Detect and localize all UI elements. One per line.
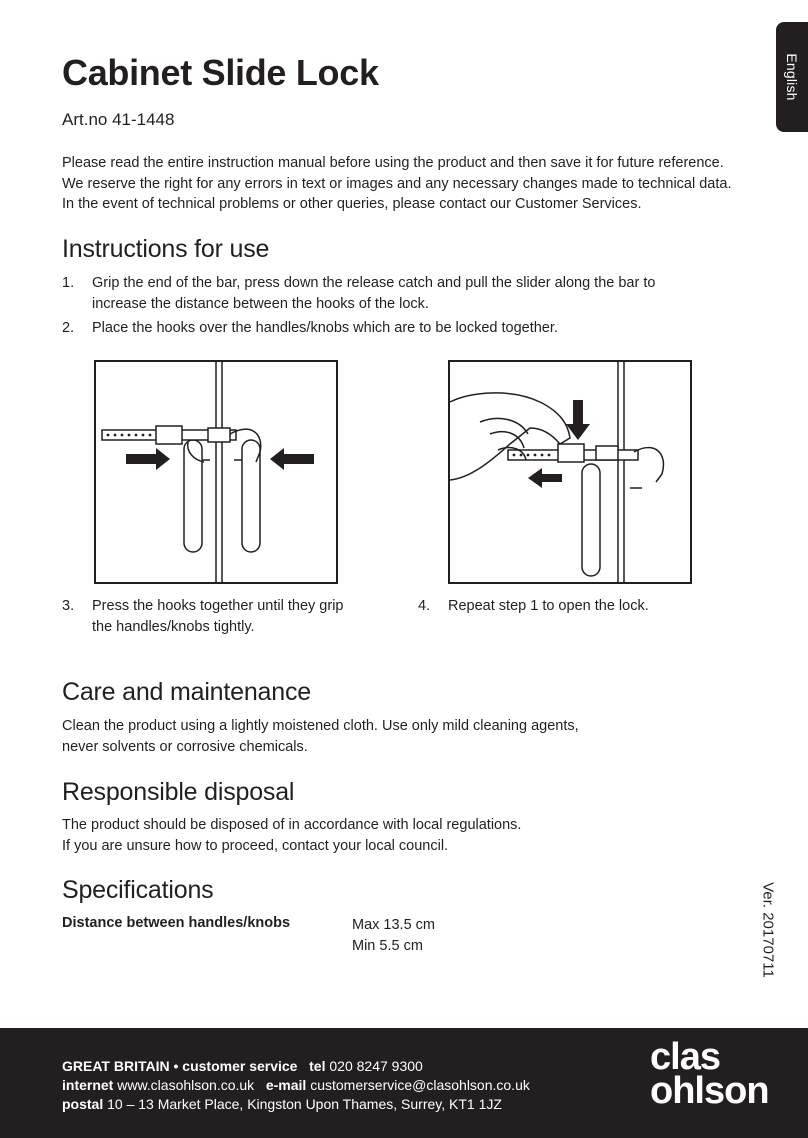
footer-bullet: • <box>173 1058 179 1074</box>
footer-email-label: e-mail <box>265 1077 307 1093</box>
article-number: Art.no 41-1448 <box>62 110 175 129</box>
care-text <box>62 716 579 758</box>
version-label: Ver. 20170711 <box>759 882 777 978</box>
step-4 <box>418 596 748 618</box>
footer-postal-label: postal <box>62 1096 104 1112</box>
language-tab <box>776 22 808 132</box>
spec-values <box>352 915 435 956</box>
disposal-text <box>62 815 521 857</box>
care-line: never solvents or corrosive chemicals. <box>62 739 308 755</box>
logo-line: ohlson <box>650 1070 769 1112</box>
hand-release-illustration <box>450 362 690 582</box>
step-3 <box>62 596 392 638</box>
lock-illustration <box>96 362 336 582</box>
care-heading: Care and maintenance <box>62 678 311 706</box>
figure-step-3 <box>94 360 338 584</box>
intro-line: In the event of technical problems or other queries, please contact our Customer Services. <box>62 196 642 212</box>
spec-value: Max 13.5 cm <box>352 917 435 933</box>
step-text: Place the hooks over the handles/knobs which are to be locked together. <box>92 320 558 336</box>
specifications-heading: Specifications <box>62 876 214 904</box>
clas-ohlson-logo <box>650 1036 769 1112</box>
footer-cs-label: customer service <box>182 1058 298 1074</box>
spec-label: Distance between handles/knobs <box>62 915 291 931</box>
footer-line-3 <box>62 1096 502 1112</box>
footer-tel-label: tel <box>309 1058 326 1074</box>
step-2 <box>62 318 762 340</box>
intro-line: Please read the entire instruction manual before using the product and then save it for future reference. <box>62 155 724 171</box>
footer-country: GREAT BRITAIN <box>62 1058 170 1074</box>
logo-line: clas <box>650 1036 720 1078</box>
footer-line-1 <box>62 1058 423 1074</box>
footer-postal: 10 – 13 Market Place, Kingston Upon Thames, Surrey, KT1 1JZ <box>107 1096 502 1112</box>
footer-internet-link[interactable]: www.clasohlson.co.uk <box>117 1077 255 1093</box>
step-text: increase the distance between the hooks of the lock. <box>92 295 429 312</box>
footer-email-link[interactable]: customerservice@clasohlson.co.uk <box>310 1077 530 1093</box>
step-number: 4. <box>418 598 431 614</box>
step-text: the handles/knobs tightly. <box>92 618 255 635</box>
disposal-heading: Responsible disposal <box>62 778 295 806</box>
step-text: Grip the end of the bar, press down the release catch and pull the slider along the bar to <box>92 275 656 291</box>
care-line: Clean the product using a lightly moistened cloth. Use only mild cleaning agents, <box>62 718 579 734</box>
step-text: Press the hooks together until they grip <box>92 598 344 614</box>
figure-step-4 <box>448 360 692 584</box>
disposal-line: If you are unsure how to proceed, contact your local council. <box>62 838 449 854</box>
footer-tel[interactable]: 020 8247 9300 <box>329 1058 423 1074</box>
step-number: 3. <box>62 598 75 614</box>
language-label: English <box>784 53 800 101</box>
instructions-heading: Instructions for use <box>62 235 270 263</box>
step-text: Repeat step 1 to open the lock. <box>448 598 649 614</box>
page-title: Cabinet Slide Lock <box>62 52 379 93</box>
intro-line: We reserve the right for any errors in text or images and any necessary changes made to technical data. <box>62 175 732 192</box>
footer-line-2 <box>62 1077 530 1093</box>
disposal-line: The product should be disposed of in accordance with local regulations. <box>62 817 522 833</box>
intro-text <box>62 153 762 215</box>
step-1 <box>62 273 762 315</box>
step-number: 1. <box>62 275 75 291</box>
footer-internet-label: internet <box>62 1077 114 1093</box>
spec-value: Min 5.5 cm <box>352 937 423 954</box>
step-number: 2. <box>62 320 75 336</box>
